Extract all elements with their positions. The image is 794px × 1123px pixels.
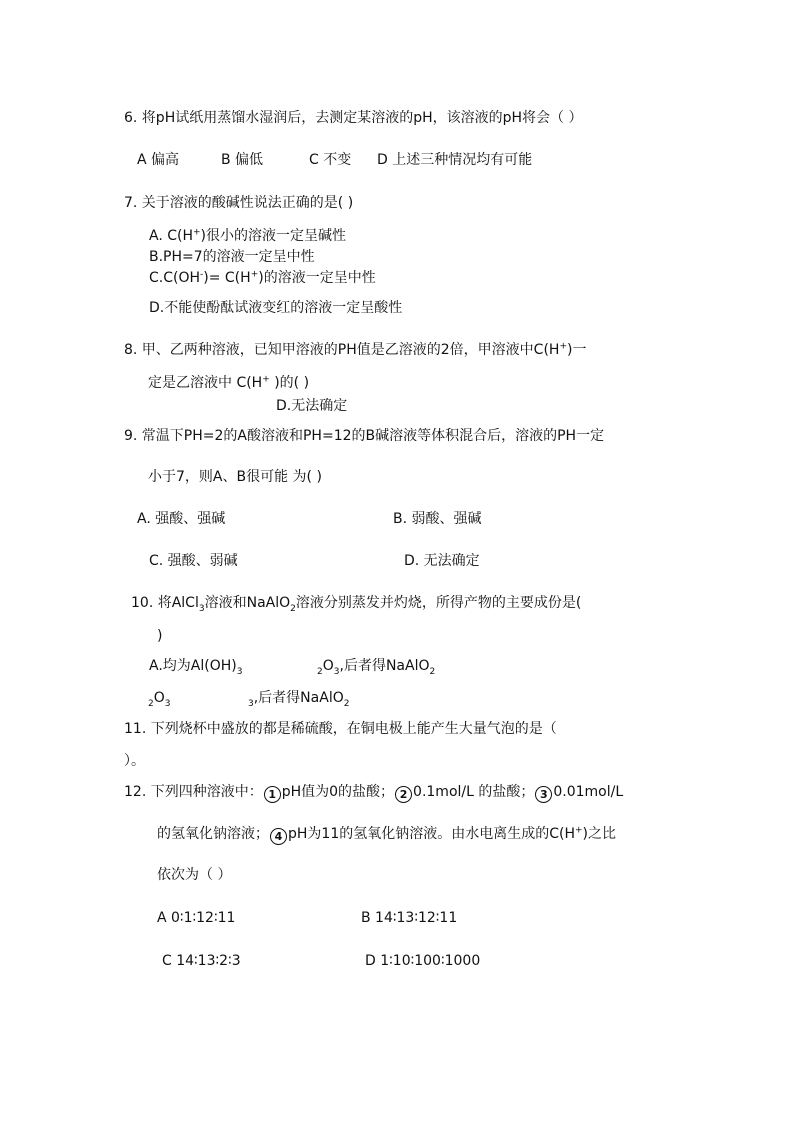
q12-option-a: A 0∶1∶12∶11 (157, 910, 236, 926)
q7-stem: 7. 关于溶液的酸碱性说法正确的是( ) (124, 195, 354, 211)
q12-option-b: B 14∶13∶12∶11 (361, 910, 458, 926)
q12-stem-line3: 依次为（ ） (157, 867, 232, 883)
q6-option-b: B 偏低 (221, 152, 264, 168)
q7-option-c: C.C(OH-)= C(H+)的溶液一定呈中性 (149, 269, 376, 286)
q9-option-b: B. 弱酸、强碱 (393, 511, 482, 527)
q12-stem-line1: 12. 下列四种溶液中： 1 pH值为0的盐酸； 2 0.1mol/L 的盐酸； 3 0.01mol/L (124, 784, 624, 801)
q12-option-c: C 14∶13∶2∶3 (162, 953, 241, 969)
q10-stem-line2: ) (157, 628, 163, 644)
circled-number-1: 1 (264, 786, 281, 803)
q12-stem-line2: 的氢氧化钠溶液； 4 pH为11的氢氧化钠溶液。由水电离生成的C(H+)之比 (157, 825, 617, 843)
q9-option-d: D. 无法确定 (404, 553, 480, 569)
q12-option-d: D 1∶10∶100∶1000 (365, 953, 481, 969)
circled-number-4: 4 (270, 828, 287, 845)
q11-stem-line2: ）。 (124, 753, 145, 769)
q6-option-d: D 上述三种情况均有可能 (377, 152, 533, 168)
q8-stem-line2: 定是乙溶液中 C(H+ )的( ) (148, 374, 310, 391)
q6-stem: 6. 将pH试纸用蒸馏水湿润后，去测定某溶液的pH，该溶液的pH将会（ ） (124, 110, 583, 126)
q9-option-c: C. 强酸、弱碱 (149, 553, 238, 569)
q9-stem-line2: 小于7，则A、B很可能 为( ) (148, 469, 322, 485)
q7-option-b: B.PH=7的溶液一定呈中性 (149, 249, 315, 265)
q7-option-d: D.不能使酚酞试液变红的溶液一定呈酸性 (149, 300, 403, 316)
q10-stem-line1: 10. 将AlCl$_3$溶液和NaAlO$_2$溶液分别蒸发并灼烧，所得产物的主要成份是( (131, 595, 582, 614)
q10-fragment-b2: $_3$,后者得NaAlO$_2$ (248, 690, 350, 709)
q8-stem-line1: 8. 甲、乙两种溶液，已知甲溶液的PH值是乙溶液的2倍，甲溶液中C(H+)一 (124, 341, 587, 358)
circled-number-3: 3 (535, 786, 552, 803)
q6-option-a: A 偏高 (137, 152, 180, 168)
q11-stem-line1: 11. 下列烧杯中盛放的都是稀硫酸，在铜电极上能产生大量气泡的是（ (124, 721, 557, 737)
circled-number-2: 2 (395, 786, 412, 803)
q9-stem-line1: 9. 常温下PH=2的A酸溶液和PH=12的B碱溶液等体积混合后，溶液的PH一定 (124, 428, 605, 444)
q10-fragment-a2: $_2O_3$,后者得NaAlO$_2$ (317, 658, 436, 677)
q10-option-a: A.均为$Al(OH)_3$ (149, 658, 243, 677)
q7-option-a: A. C(H+)很小的溶液一定呈碱性 (149, 227, 347, 244)
q6-option-c: C 不变 (309, 152, 352, 168)
q8-option-d: D.无法确定 (276, 398, 348, 414)
q10-fragment-b1: $_2O_3$ (148, 690, 171, 709)
q9-option-a: A. 强酸、强碱 (137, 511, 226, 527)
